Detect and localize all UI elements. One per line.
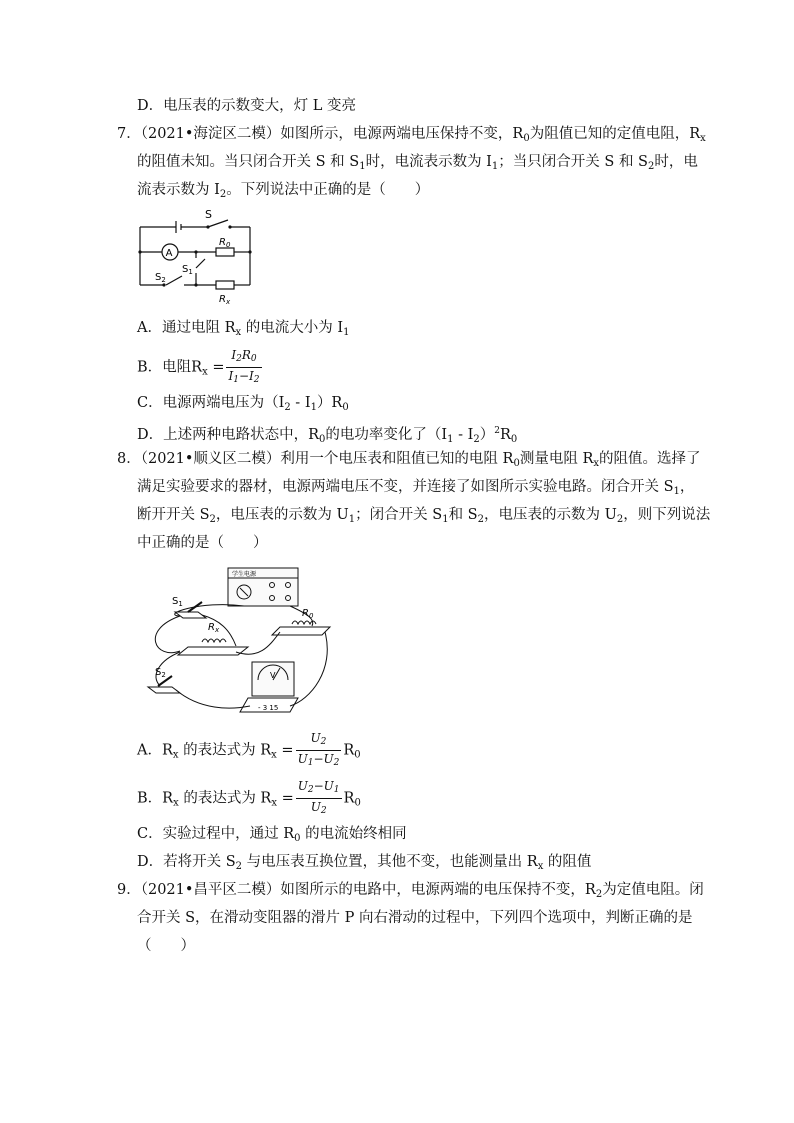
switch-s2-blade xyxy=(166,276,182,285)
r0-resistor xyxy=(216,248,234,256)
switch-s2-base xyxy=(148,687,180,693)
rx-base xyxy=(178,647,248,655)
q8-apparatus-diagram xyxy=(140,560,340,720)
q7-option-a: A．通过电阻 $R_x$ 的电流大小为 $I_1$ xyxy=(137,320,350,338)
rx-resistor xyxy=(216,281,234,289)
q8-switch-s2-label: $S_2$ xyxy=(155,667,166,679)
q7-stem-line-1: 7．（2021•海淀区二模）如图所示，电源两端电压保持不变，$R_0$为阻值已知的定值电阻，$R_x$ xyxy=(117,126,706,144)
q7-option-b: B．电阻$R_x$ = $\frac{I_2R_0}{I_1-I_2}$ xyxy=(137,347,264,383)
q9-stem-line-3: （ ） xyxy=(137,938,195,954)
voltmeter-terminals-label: - 3 15 xyxy=(258,704,279,712)
q8-stem-line-1: 8．（2021•顺义区二模）利用一个电压表和阻值已知的电阻 $R_0$测量电阻 $R_x$的阻值。选择了 xyxy=(117,451,701,469)
rx-coil xyxy=(202,639,226,642)
q8-option-b-fraction: $\frac{U_2-U_1}{U_2}$ xyxy=(297,779,340,816)
q9-stem-line-1: 9．（2021•昌平区二模）如图所示的电路中，电源两端的电压保持不变，$R_2$为定值电阻。闭 xyxy=(117,882,704,900)
q7-option-b-fraction: $\frac{I_2R_0}{I_1-I_2}$ xyxy=(228,348,260,385)
ammeter-label: A xyxy=(165,248,173,259)
q7-stem-line-2: 的阻值未知。当只闭合开关 S 和 $S_1$时，电流表示数为 $I_1$；当只闭合开关 S 和 $S_2$时，电 xyxy=(137,154,698,172)
q8-stem-line-3: 断开开关 $S_2$，电压表的示数为 $U_1$；闭合开关 $S_1$和 $S_2$，电压表的示数为 $U_2$，则下列说法 xyxy=(137,507,711,525)
q8-rx-label: $R_x$ xyxy=(208,622,220,634)
switch-s1-base xyxy=(175,612,206,618)
q9-stem-line-2: 合开关 S，在滑动变阻器的滑片 P 向右滑动的过程中，下列四个选项中，判断正确的是 xyxy=(137,910,693,926)
r0-label: $R_0$ xyxy=(219,237,231,249)
power-supply-label: 学生电源 xyxy=(232,571,257,578)
q8-r0-label: $R_0$ xyxy=(302,608,314,620)
q7-option-c: C．电源两端电压为$(I_2 - I_1)R_0$ xyxy=(137,395,349,413)
q8-option-a-fraction: $\frac{U_2}{U_1-U_2}$ xyxy=(297,731,340,768)
q8-option-d: D．若将开关 $S_2$ 与电压表互换位置，其他不变，也能测量出 $R_x$ 的阻值 xyxy=(137,854,592,872)
switch-s1-blade xyxy=(196,259,205,268)
rx-label: $R_x$ xyxy=(219,294,231,306)
q8-option-c: C．实验过程中，通过 $R_0$ 的电流始终相同 xyxy=(137,826,407,844)
q7-option-d: D．上述两种电路状态中，$R_0$的电功率变化了$(I_1 - I_2)^2R_0$ xyxy=(137,426,518,445)
q8-stem-line-2: 满足实验要求的器材，电源两端电压不变，并连接了如图所示实验电路。闭合开关 $S_1$， xyxy=(137,479,695,497)
switch-s1-label: $S_1$ xyxy=(182,264,193,276)
q6-option-d: D．电压表的示数变大，灯 L 变亮 xyxy=(137,98,356,114)
voltmeter-label: V xyxy=(270,671,276,680)
q7-circuit-diagram xyxy=(130,205,265,307)
switch-s2-label: $S_2$ xyxy=(155,272,166,284)
q8-switch-s1-label: $S_1$ xyxy=(172,596,183,608)
switch-s-label: S xyxy=(205,208,212,221)
q7-stem-line-3: 流表示数为 $I_2$。下列说法中正确的是（ ） xyxy=(137,182,430,200)
r0-base xyxy=(272,627,330,635)
q8-option-a: A．$R_x$ 的表达式为 $R_x$ = $\frac{U_2}{U_1-U_2}$ $R_0$ xyxy=(137,730,361,766)
q8-stem-line-4: 中正确的是（ ） xyxy=(137,535,268,551)
q8-option-b: B．$R_x$ 的表达式为 $R_x$ = $\frac{U_2-U_1}{U_2}$ $R_0$ xyxy=(137,778,361,814)
switch-s-blade xyxy=(208,220,228,227)
